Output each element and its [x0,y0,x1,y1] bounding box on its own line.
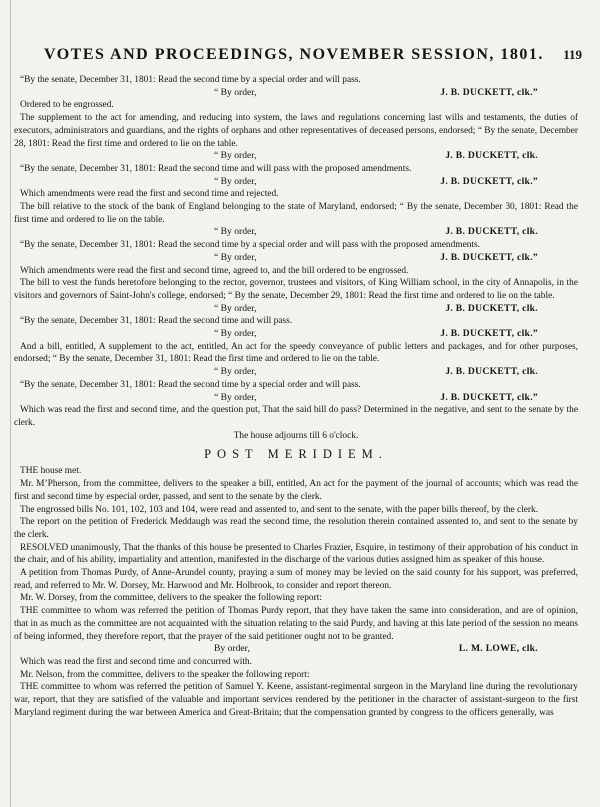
clerk-name: J. B. DUCKETT, clk. [445,302,538,314]
by-order-text: “ By order, [214,175,257,187]
page-number: 119 [563,47,582,62]
running-head [44,46,582,68]
page-title: VOTES AND PROCEEDINGS, NOVEMBER SESSION, 1801. [44,46,544,63]
paragraph: The supplement to the act for amending, and reducing into system, the laws and regulations concerning last wills and testaments, the duties of executors, administrators and guardians, and the rights of orphans and other representatives of deceased persons, endorsed; “ By the senate, December 28, 1801: Read the first time and ordered to lie on the table. [14,113,578,149]
paragraph: RESOLVED unanimously, That the thanks of this house be presented to Charles Frazier, Esquire, in testimony of their approbation of his conduct in the chair, and of his ability, impartiality and attention, manifested in the discharge of the various duties assigned him as speaker of this house. [14,542,578,566]
by-order-text: “ By order, [214,328,257,340]
by-order-text: “ By order, [214,302,257,314]
paragraph: THE committee to whom was referred the petition of Samuel Y. Keene, assistant-regimental surgeon in the Maryland line during the revolutionary war, report, that they are satisfied of the valuable and important services rendered by the petitioner in the character of assistant-surgeon to the first Maryland regiment during the war between America and Great-Britain; that the compensation granted by congress to the officers generally, was [14,682,578,718]
paragraph: THE house met. [20,466,82,477]
paragraph: A petition from Thomas Purdy, of Anne-Arundel county, praying a sum of money may be levied on the said county for his support, was preferred, read, and referred to Mr. W. Dorsey, Mr. Harwood and Mr. Holbrook, to consider and report thereon. [14,568,578,591]
paragraph: “By the senate, December 31, 1801: Read the second time by a special order and will pass with the proposed amendments. [20,240,481,251]
paragraph: Mr. W. Dorsey, from the committee, delivers to the speaker the following report: [20,593,322,604]
paragraph: THE committee to whom was referred the petition of Thomas Purdy report, that they have taken the same into consideration, and are of opinion, that in as much as the committee are not acquainted with the situation relating to the said Purdy, and having at this late period of the session no means of being informed, they therefore report, that the prayer of the said petitioner ought not to be granted. [14,606,578,642]
section-title: POST MERIDIEM. [204,447,388,462]
by-order-text: “ By order, [214,366,257,378]
paragraph: Which amendments were read the first and second time and rejected. [20,189,279,200]
paragraph: And a bill, entitled, A supplement to the act, entitled, An act for the speedy conveyance of public letters and packages, and for other purposes, endorsed; “ By the senate, December 31, 1801: Read the first time and ordered to lie on the table. [14,341,578,365]
clerk-name: J. B. DUCKETT, clk. [445,226,538,238]
by-order-text: “ By order, [214,86,257,98]
paragraph: Mr. MʼPherson, from the committee, delivers to the speaker a bill, entitled, An act for the payment of the journal of accounts; which was read the first and second time by especial order, passed, and sent to the senate by the clerk. [14,479,578,502]
signature-line [14,643,578,656]
clerk-name: L. M. LOWE, clk. [458,643,538,655]
adjournment-line: The house adjourns till 6 o'clock. [233,430,359,441]
signature-line [14,150,578,163]
paragraph: “By the senate, December 31, 1801: Read the second time by a special order and will pass. [20,379,361,390]
clerk-name: J. B. DUCKETT, clk. [445,366,538,378]
signature-line [14,328,578,341]
paragraph: “By the senate, December 31, 1801: Read the second time and will pass. [20,316,293,327]
clerk-name: J. B. DUCKETT, clk.” [440,86,538,98]
paragraph: Which was read the first and second time and concurred with. [20,656,252,667]
by-order-text: By order, [214,643,250,655]
paragraph: “By the senate, December 31, 1801: Read the second time by a special order and will pass. [20,75,361,85]
clerk-name: J. B. DUCKETT, clk.” [440,328,538,340]
signature-line [14,226,578,239]
paragraph: The bill relative to the stock of the bank of England belonging to the state of Maryland, endorsed; “ By the senate, December 30, 1801: Read the first time and ordered to lie on the table. [14,202,578,225]
clerk-name: J. B. DUCKETT, clk.” [440,251,538,263]
paragraph: Which was read the first and second time, and the question put, That the said bill do pass? Determined in the negative, and sent to the senate by the clerk. [14,405,578,428]
paragraph: Ordered to be engrossed. [20,100,114,111]
signature-line [14,303,578,316]
paragraph: “By the senate, December 31, 1801: Read the second time and will pass with the proposed amendments. [20,163,412,174]
signature-line [14,176,578,189]
paragraph: Mr. Nelson, from the committee, delivers to the speaker the following report: [20,669,310,680]
signature-line [14,392,578,405]
clerk-name: J. B. DUCKETT, clk.” [440,391,538,403]
by-order-text: “ By order, [214,251,257,263]
signature-line [14,252,578,265]
signature-line [14,87,578,100]
signature-line [14,366,578,379]
paragraph: The bill to vest the funds heretofore belonging to the rector, governor, trustees and visitors, of King William school, in the city of Annapolis, in the visitors and governors of Saint-John's college, endorsed; “ By the senate, December 29, 1801: Read the first time and ordered to lie on the table. [14,278,578,301]
by-order-text: “ By order, [214,226,257,238]
clerk-name: J. B. DUCKETT, clk. [445,150,538,162]
page-edge-rule [10,0,11,807]
clerk-name: J. B. DUCKETT, clk.” [440,175,538,187]
by-order-text: “ By order, [214,391,257,403]
paragraph: The engrossed bills No. 101, 102, 103 and 104, were read and assented to, and sent to the senate, with the paper bills thereof, by the clerk. [20,504,539,515]
paragraph: Which amendments were read the first and second time, agreed to, and the bill ordered to be engrossed. [20,265,409,276]
by-order-text: “ By order, [214,150,257,162]
paragraph: The report on the petition of Frederick Meddaugh was read the second time, the resolution therein contained assented to, and sent to the senate by the clerk. [14,517,578,540]
document-body [14,74,578,719]
